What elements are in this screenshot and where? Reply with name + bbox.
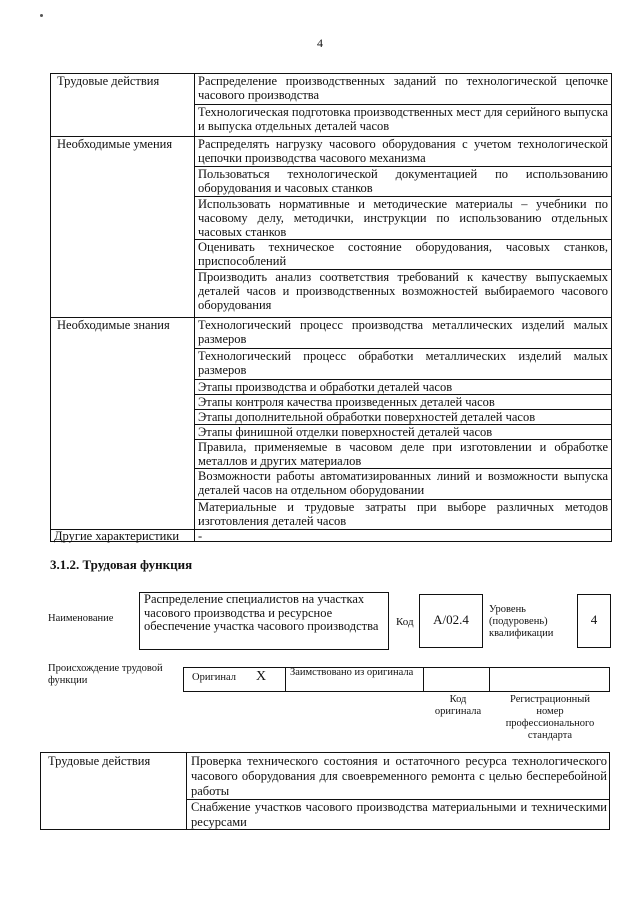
cell-skill-5: Производить анализ соответствия требований к качеству выпускаемых деталей часов и производственных возможностей выбираемого часового оборудования bbox=[198, 270, 608, 312]
cell-action-1: Распределение производственных заданий по технологической цепочке часового производства bbox=[198, 74, 608, 102]
name-value: Распределение специалистов на участках часового производства и ресурсное обеспечение участка часового производства bbox=[144, 592, 379, 633]
cell-knowledge-8: Возможности работы автоматизированных линий и возможности выпуска деталей часов на отдельном оборудовании bbox=[198, 469, 608, 497]
cell-action-2: Технологическая подготовка производственных мест для серийного выпуска и выпуска отдельных деталей часов bbox=[198, 105, 608, 133]
label-required-skills: Необходимые умения bbox=[57, 137, 173, 151]
section-heading: 3.1.2. Трудовая функция bbox=[50, 557, 193, 572]
cell-knowledge-2: Технологический процесс обработки металлических изделий малых размеров bbox=[198, 349, 608, 377]
cell-skill-4: Оценивать техническое состояние оборудования, часовых станков, приспособлений bbox=[198, 240, 608, 268]
t2-label-labor-actions: Трудовые действия bbox=[48, 754, 151, 768]
cell-knowledge-3: Этапы производства и обработки деталей часов bbox=[198, 380, 453, 394]
code-label: Код bbox=[396, 616, 414, 628]
cell-skill-1: Распределять нагрузку часового оборудования с учетом технологической цепочки производства часового механизма bbox=[198, 137, 608, 165]
reg-number-label: Регистрационный номер профессионального стандарта bbox=[505, 694, 595, 741]
cell-knowledge-7: Правила, применяемые в часовом деле при изготовлении и обработке металлов и других материалов bbox=[198, 440, 608, 468]
level-value: 4 bbox=[590, 612, 598, 627]
cell-skill-2: Пользоваться технологической документацией по использованию оборудования и часовых станков bbox=[198, 167, 608, 195]
cell-knowledge-4: Этапы контроля качества произведенных деталей часов bbox=[198, 395, 495, 409]
cell-knowledge-5: Этапы дополнительной обработки поверхностей деталей часов bbox=[198, 410, 536, 424]
name-value-box bbox=[139, 592, 389, 650]
t2-cell-action-2: Снабжение участков часового производства материальными и техническими ресурсами bbox=[191, 800, 607, 829]
corner-dot bbox=[40, 14, 43, 17]
origin-label: Происхождение трудовой функции bbox=[48, 663, 163, 686]
original-label: Оригинал bbox=[192, 672, 236, 683]
t2-cell-action-1: Проверка технического состояния и остаточного ресурса технологического часового оборудования для своевременного ремонта с целью бесперебойной работы bbox=[191, 754, 607, 798]
level-value-box bbox=[577, 594, 611, 648]
cell-knowledge-6: Этапы финишной отделки поверхностей деталей часов bbox=[198, 425, 493, 439]
label-required-knowledge: Необходимые знания bbox=[57, 318, 170, 332]
name-label: Наименование bbox=[48, 613, 114, 624]
cell-other-1: - bbox=[198, 529, 203, 543]
cell-skill-3: Использовать нормативные и методические материалы – учебники по часовому делу, методички, инструкции по использованию отдельных часовых станков bbox=[198, 197, 608, 239]
label-labor-actions: Трудовые действия bbox=[57, 74, 160, 88]
label-other-characteristics: Другие характеристики bbox=[54, 529, 180, 543]
page-number: 4 bbox=[317, 36, 323, 50]
cell-knowledge-1: Технологический процесс производства металлических изделий малых размеров bbox=[198, 318, 608, 346]
original-mark: X bbox=[256, 669, 267, 684]
code-original-label: Код оригинала bbox=[434, 694, 482, 717]
level-label: Уровень (подуровень) квалификации bbox=[489, 604, 554, 639]
code-value: А/02.4 bbox=[433, 612, 469, 627]
borrowed-label: Заимствовано из оригинала bbox=[290, 667, 414, 678]
code-value-box bbox=[419, 594, 483, 648]
cell-knowledge-9: Материальные и трудовые затраты при выборе различных методов изготовления деталей часов bbox=[198, 500, 608, 528]
